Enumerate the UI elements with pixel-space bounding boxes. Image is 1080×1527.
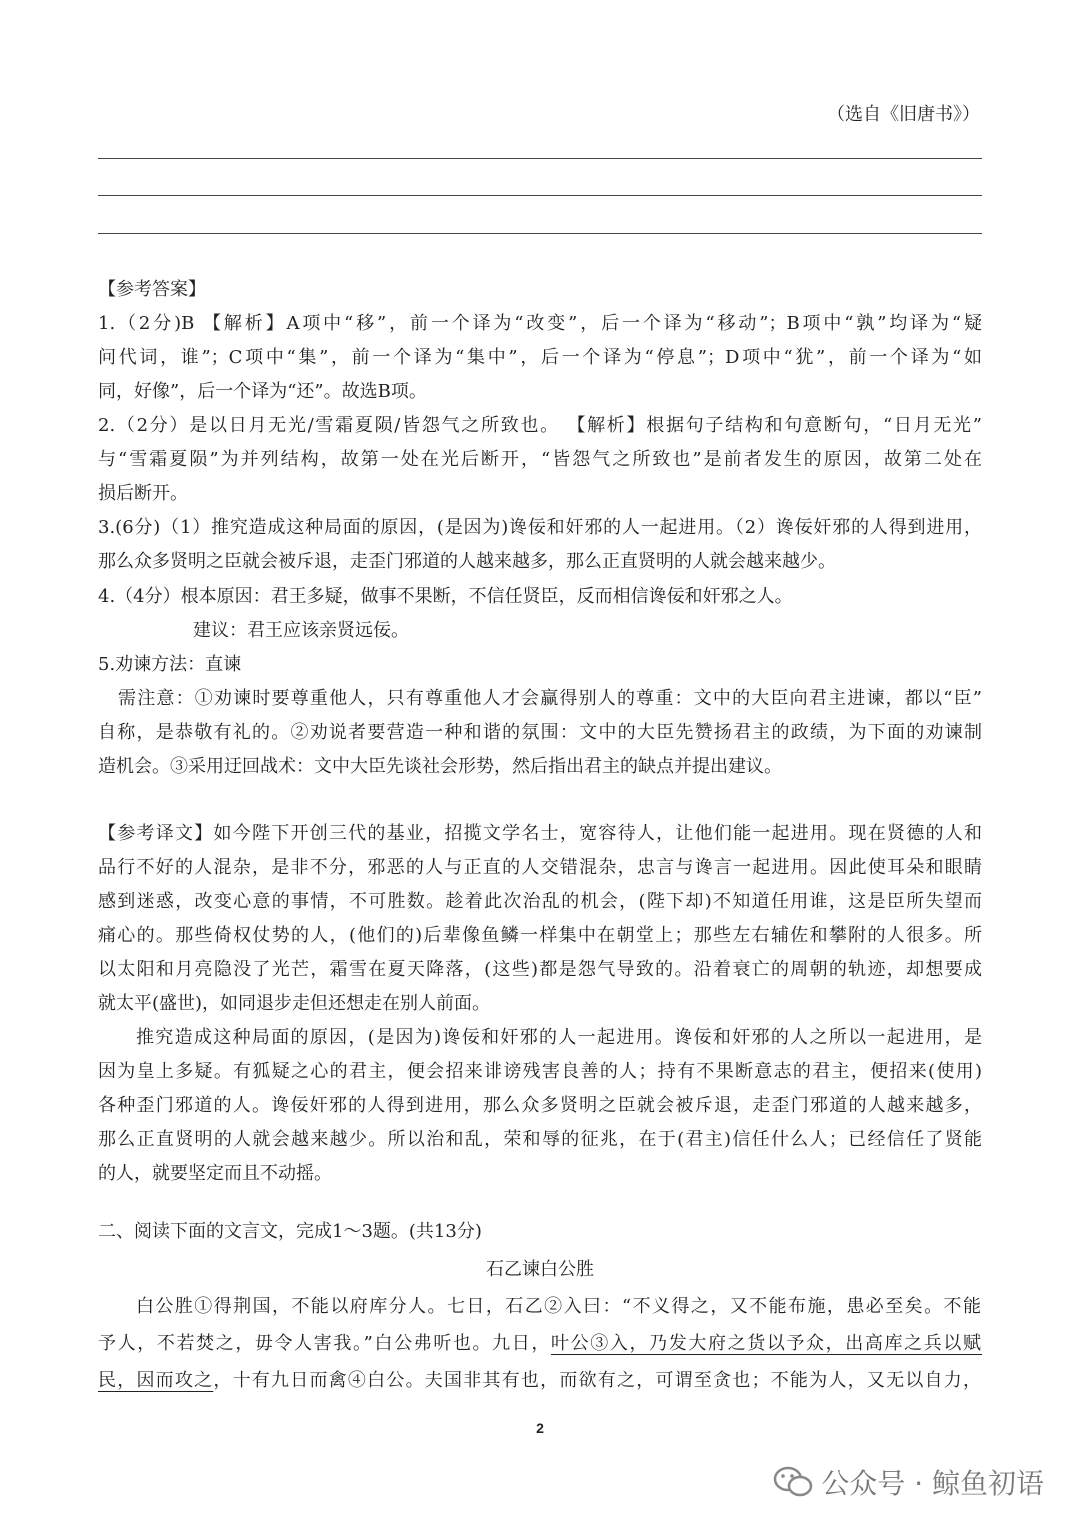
text-line: 损后断开。 — [98, 483, 188, 504]
text-line: 的人，就要坚定而且不动摇。 — [98, 1163, 332, 1184]
wechat-icon — [773, 1465, 813, 1499]
text-line: 建议：君王应该亲贤远佞。 — [193, 620, 409, 641]
text-line: 那么正直贤明的人就会越来越少。所以治和乱，荣和辱的征兆，在于(君主)信任什么人；已经信任了贤能 — [98, 1129, 982, 1150]
watermark — [773, 1462, 1044, 1502]
text-line: 3.(6分)（1）推究造成这种局面的原因，(是因为)谗佞和奸邪的人一起进用。（2）谗佞奸邪的人得到进用， — [98, 517, 982, 538]
text-line: 5.劝谏方法：直谏 — [98, 654, 242, 675]
text-line: 2.（2分）是以日月无光/雪霜夏陨/皆怨气之所致也。 【解析】根据句子结构和句意断句，“日月无光” — [98, 415, 982, 436]
text-line: 推究造成这种局面的原因，(是因为)谗佞和奸邪的人一起进用。谗佞和奸邪的人之所以一起进用，是 — [136, 1027, 982, 1048]
answer-line-3 — [98, 233, 982, 234]
text-line: 品行不好的人混杂，是非不分，邪恶的人与正直的人交错混杂，忠言与谗言一起进用。因此使耳朵和眼睛 — [98, 857, 982, 878]
passage-line — [98, 1369, 982, 1393]
text-line: 以太阳和月亮隐没了光芒，霜雪在夏天降落，(这些)都是怨气导致的。沿着衰亡的周朝的轨迹，却想要成 — [98, 959, 982, 980]
underlined-sentence: 叶公③入，乃发大府之货以予众，出高库之兵以赋 — [551, 1333, 983, 1354]
underlined-sentence: 民，因而攻之 — [98, 1370, 214, 1391]
passage-line: 白公胜①得荆国，不能以府库分人。七日，石乙②入曰：“不义得之，又不能布施，患必至矣。不能 — [136, 1296, 982, 1317]
text-line: 与“雪霜夏陨”为并列结构，故第一处在光后断开，“皆怨气之所致也”是前者发生的原因，故第二处在 — [98, 449, 982, 470]
text-line: 那么众多贤明之臣就会被斥退，走歪门邪道的人越来越多，那么正直贤明的人就会越来越少。 — [98, 551, 836, 572]
answer-line-1 — [98, 158, 982, 159]
text-line: 需注意：①劝谏时要尊重他人，只有尊重他人才会赢得别人的尊重：文中的大臣向君主进谏，都以“臣” — [118, 688, 982, 709]
text-line: 感到迷惑，改变心意的事情，不可胜数。趁着此次治乱的机会，(陛下却)不知道任用谁，这是臣所失望而 — [98, 891, 982, 912]
text-line: 自称，是恭敬有礼的。②劝说者要营造一种和谐的氛围：文中的大臣先赞扬君主的政绩，为下面的劝谏制 — [98, 722, 982, 743]
text-line: 1.（2分)B 【解析】A项中“移”，前一个译为“改变”，后一个译为“移动”；B项中“孰”均译为“疑 — [98, 313, 982, 334]
section-heading: 二、阅读下面的文言文，完成1～3题。(共13分) — [98, 1221, 482, 1242]
source-citation: （选自《旧唐书》） — [827, 104, 980, 125]
text-line: 造机会。③采用迂回战术：文中大臣先谈社会形势，然后指出君主的缺点并提出建议。 — [98, 756, 782, 777]
passage-line — [98, 1332, 982, 1356]
passage-title: 石乙谏白公胜 — [486, 1259, 594, 1280]
text-line: 【参考译文】如今陛下开创三代的基业，招揽文学名士，宽容待人，让他们能一起进用。现在贤德的人和 — [98, 823, 982, 844]
answer-line-2 — [98, 195, 982, 196]
text-line: 就太平(盛世)，如同退步走但还想走在别人前面。 — [98, 993, 491, 1014]
text-line: 问代词，谁”；C项中“集”，前一个译为“集中”，后一个译为“停息”；D项中“犹”，前一个译为“如 — [98, 347, 982, 368]
page-number: 2 — [536, 1420, 544, 1436]
text-line: 痛心的。那些倚权仗势的人，(他们的)后辈像鱼鳞一样集中在朝堂上；那些左右辅佐和攀附的人很多。所 — [98, 925, 982, 946]
text-line: 各种歪门邪道的人。谗佞奸邪的人得到进用，那么众多贤明之臣就会被斥退，走歪门邪道的人越来越多， — [98, 1095, 982, 1116]
watermark-text: 公众号 · 鲸鱼初语 — [821, 1467, 1044, 1500]
text-line: 因为皇上多疑。有狐疑之心的君主，便会招来诽谤残害良善的人；持有不果断意志的君主，便招来(使用) — [98, 1061, 982, 1082]
text-line: 4.（4分）根本原因：君王多疑，做事不果断，不信任贤臣，反而相信谗佞和奸邪之人。 — [98, 586, 793, 607]
passage-text: 予人，不若焚之，毋令人害我。”白公弗听也。九日， — [98, 1333, 552, 1354]
passage-text: ，十有九日而禽④白公。夫国非其有也，而欲有之，可谓至贪也；不能为人，又无以自力， — [213, 1370, 983, 1391]
text-line: 同，好像”，后一个译为“还”。故选B项。 — [98, 381, 427, 402]
answer-heading: 【参考答案】 — [98, 279, 206, 300]
